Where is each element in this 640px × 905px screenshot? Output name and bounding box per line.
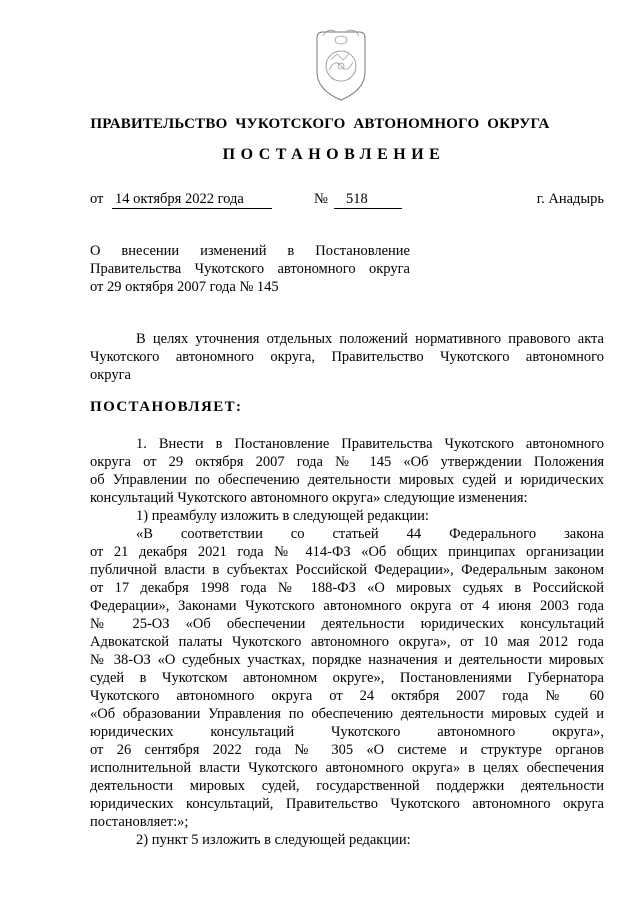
paragraph-line: юридических консультаций, Правительство Чукотского автономного округа	[90, 796, 604, 812]
paragraph-line: публичной власти в субъектах Российской Федерации», Федеральным законом	[90, 562, 604, 578]
paragraph-line: 2) пункт 5 изложить в следующей редакции:	[136, 832, 411, 848]
date-prefix: от	[90, 191, 104, 207]
paragraph-line: консультаций Чукотского автономного округа» следующие изменения:	[90, 490, 528, 506]
document-subject	[90, 242, 410, 296]
paragraph-line: судей в Чукотском автономном округе», Постановлениями Губернатора	[90, 670, 604, 686]
paragraph-line: округа	[90, 367, 131, 383]
subject-line: Правительства Чукотского автономного округа	[90, 261, 410, 277]
subject-line: от 29 октября 2007 года № 145	[90, 279, 279, 295]
coat-of-arms-emblem	[309, 24, 373, 104]
paragraph-line: исполнительной власти Чукотского автономного округа» в целях обеспечения	[90, 760, 604, 776]
paragraph-line: об Управлении по обеспечению деятельности мировых судей и юридических	[90, 472, 604, 488]
paragraph-line: юридических консультаций Чукотского автономного округа»,	[90, 724, 604, 740]
document-city: г. Анадырь	[536, 191, 604, 207]
paragraph-line: деятельности мировых судей, государственной поддержки деятельности	[90, 778, 604, 794]
subject-line: О внесении изменений в Постановление	[90, 243, 410, 259]
paragraph-line: В целях уточнения отдельных положений нормативного правового акта	[136, 331, 604, 347]
paragraph-line: № 25-ОЗ «Об обеспечении деятельности юридических консультаций	[90, 616, 604, 632]
paragraph-line: Федерации», Законами Чукотского автономного округа от 4 июня 2003 года	[90, 598, 604, 614]
paragraph-line: от 26 сентября 2022 года № 305 «О системе и структуре органов	[90, 742, 604, 758]
document-meta-row	[90, 191, 604, 211]
decree-heading: ПОСТАНОВЛЯЕТ:	[90, 399, 243, 415]
number-prefix: №	[314, 191, 328, 207]
intro-paragraph	[90, 330, 604, 384]
paragraph-line: от 21 декабря 2021 года № 414-ФЗ «Об общих принципах организации	[90, 544, 604, 560]
paragraph-line: «Об образовании Управления по обеспечению деятельности мировых судей и	[90, 706, 604, 722]
paragraph-line: 1) преамбулу изложить в следующей редакции:	[136, 508, 429, 524]
paragraph-line: от 17 декабря 1998 года № 188-ФЗ «О мировых судьях в Российской	[90, 580, 604, 596]
paragraph-line: округа от 29 октября 2007 года № 145 «Об утверждении Положения	[90, 454, 604, 470]
document-date: 14 октября 2022 года	[112, 191, 272, 209]
document-number: 518	[334, 191, 402, 209]
paragraph-line: 1. Внести в Постановление Правительства Чукотского автономного	[136, 436, 604, 452]
paragraph-line: № 38-ОЗ «О судебных участках, порядке назначения и деятельности мировых	[90, 652, 604, 668]
paragraph-line: постановляет:»;	[90, 814, 189, 830]
paragraph-line: Адвокатской палаты Чукотского автономного округа», от 10 мая 2012 года	[90, 634, 604, 650]
paragraph-line: Чукотского автономного округа от 24 октября 2007 года № 60	[90, 688, 604, 704]
paragraph-line: Чукотского автономного округа, Правительство Чукотского автономного	[90, 349, 604, 365]
government-title: ПРАВИТЕЛЬСТВО ЧУКОТСКОГО АВТОНОМНОГО ОКРУГА	[90, 116, 550, 132]
paragraph-line: «В соответствии со статьей 44 Федерального закона	[136, 526, 604, 542]
document-type: ПОСТАНОВЛЕНИЕ	[222, 146, 446, 163]
main-text	[90, 435, 604, 849]
